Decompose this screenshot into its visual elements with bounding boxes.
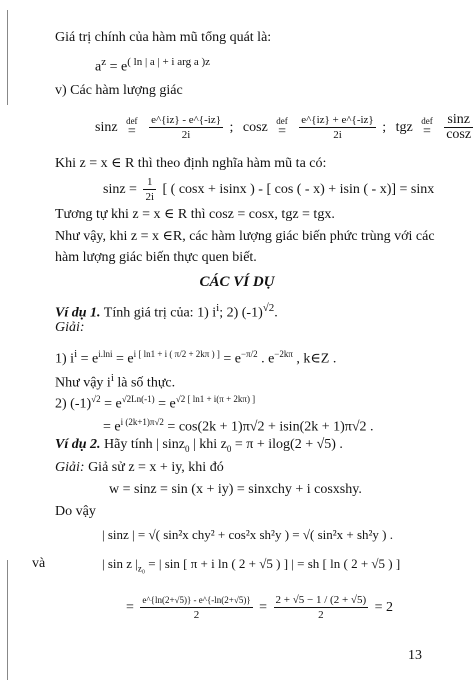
example-1-heading: Ví dụ 1. Tính giá trị của: 1) $i^i$; 2) $(-1)^{√2}$. bbox=[55, 302, 278, 321]
formula-i-pow-i: 1) $i^i = e^{i.lni} = e^{i [ ln1 + i ( \pi/2 + 2k\pi ) ]} = e^{-\pi/2}$ . $e^{-2k\pi}$ , k∈Z . bbox=[55, 348, 337, 367]
text-line: Khi z = x ∈ R thì theo định nghĩa hàm mũ ta có: bbox=[55, 156, 327, 171]
text-line: Giá trị chính của hàm mũ tổng quát là: bbox=[55, 30, 272, 45]
margin-mark bbox=[7, 560, 8, 680]
formula-w: w = sinz = sin (x + iy) = sinxchy + i cosxshy. bbox=[109, 482, 362, 497]
text-va: và bbox=[32, 556, 46, 571]
text-line: Tương tự khi z = x ∈ R thì cosz = cosx, tgz = tgx. bbox=[55, 207, 335, 222]
formula-final: = $\frac{e\^{}\{\ln(2+√5)\} - e\^{}\{-\ln(2+√5)\}}{2}$ = $\frac{2 + √5 - 1 / (2 + √5)}{2}$ = 2 bbox=[126, 594, 394, 622]
formula-general-exp: $a^z = e^{( ln | a | + i arg a )z}$ bbox=[95, 56, 211, 75]
formula-trig-definitions: sinz def = $\frac{e\^{}\{iz\} - e\^{}\{-iz\}}{2i}$ ; cosz def = $\frac{e\^{}\{iz\} + e\^{}\{-iz\}}{2i}$ ; tgz def = $\frac{\sin z}{\cos z}$ bbox=[95, 112, 472, 143]
section-title: CÁC VÍ DỤ bbox=[199, 274, 275, 290]
solution-label: Giải: bbox=[55, 320, 85, 335]
margin-mark bbox=[7, 10, 8, 105]
text-line: Như vậy, khi z = x ∈R, các hàm lượng giác biến phức trùng với các bbox=[55, 229, 435, 244]
formula-abs-sinz: | sinz | = √( sin²x chy² + cos²x sh²y ) = √( sin²x + sh²y ) . bbox=[102, 527, 394, 542]
example-2-heading: Ví dụ 2. Hãy tính | sinz$_0$ | khi $z_0 = \pi + ilog(2 + √5)$ . bbox=[55, 437, 343, 454]
formula-abs-sinz0: | sin z $|_{z_0}$ = | sin [ π + i ln ( 2 + √5 ) ] | = sh [ ln ( 2 + √5 ) ] bbox=[102, 556, 401, 574]
text-line: v) Các hàm lượng giác bbox=[55, 83, 183, 98]
text-line: hàm lượng giác biến thực quen biết. bbox=[55, 250, 257, 265]
solution-2-line: Giải: Giả sử z = x + iy, khi đó bbox=[55, 460, 224, 475]
formula-sin-real: sinz = $\frac{1}{2i}$ [ ( cosx + isinx ) - [ cos ( - x) + isin ( - x)] = sinx bbox=[103, 176, 435, 204]
formula-neg1-pow-sqrt2: 2) $(-1)^{√2} = e^{√2Ln(-1)} = e^{√2 [ ln1 + i(\pi + 2k\pi) ]}$ bbox=[55, 394, 256, 412]
page-number: 13 bbox=[408, 648, 422, 663]
text-line: Như vậy $i^i$ là số thực. bbox=[55, 372, 176, 391]
formula-cos-sin-result: = $e^{i (2k+1)\pi√2} = \cos(2k + 1)\pi√2 + isin(2k + 1)\pi√2$ . bbox=[103, 417, 374, 435]
text-line: Do vậy bbox=[55, 504, 96, 519]
